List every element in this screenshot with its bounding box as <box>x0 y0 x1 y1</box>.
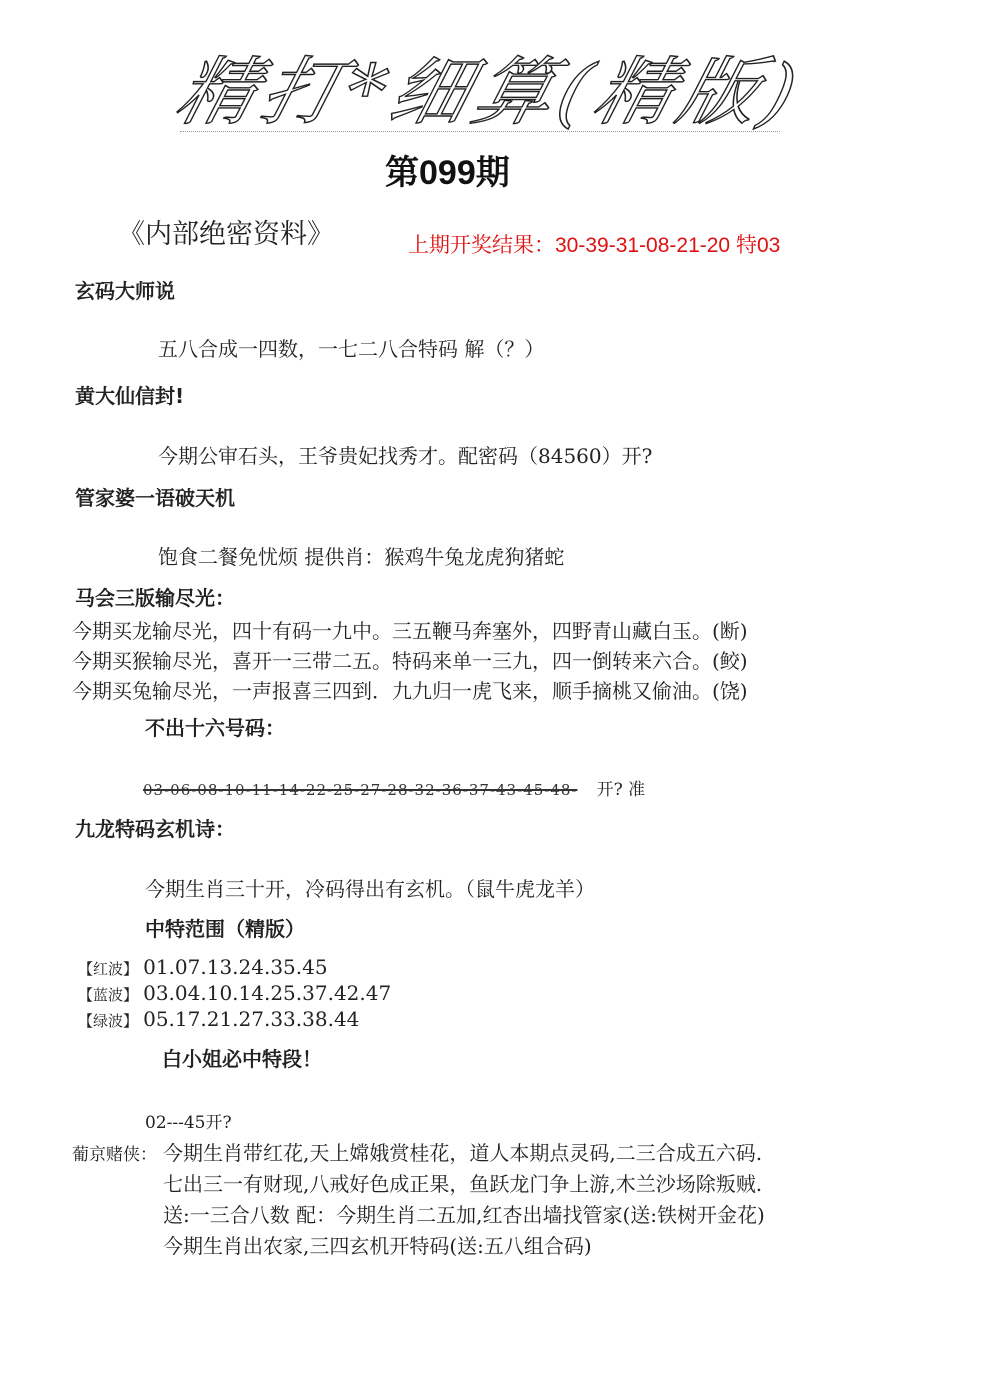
mahui-line: 今期买猴输尽光，喜开一三带二五。特码来单一三九，四一倒转来六合。(鲛) <box>72 649 748 673</box>
mahui-heading: 马会三版输尽光： <box>75 586 235 610</box>
banner-title-text: 精打*细算(精版) <box>167 49 811 136</box>
issue-number: 第099期 <box>385 154 510 192</box>
buchu-numbers: 03-06-08-10-11-14-22-25-27-28-32-36-37-43-45-48- <box>143 781 578 799</box>
guanjiapo-heading: 管家婆一语破天机 <box>75 486 235 510</box>
pujing-line: 七出三一有财现,八戒好色成正果，鱼跃龙门争上游,木兰沙场除叛贼. <box>163 1172 763 1196</box>
pujing-label: 葡京赌侠： <box>72 1145 157 1165</box>
range-heading: 中特范围（精版） <box>145 917 305 941</box>
jiulong-text: 今期生肖三十开，冷码得出有玄机。（鼠牛虎龙羊） <box>145 877 595 901</box>
wave-row-blue <box>78 981 391 1005</box>
wave-numbers: 01.07.13.24.35.45 <box>143 955 328 979</box>
jiulong-heading: 九龙特码玄机诗： <box>75 817 235 841</box>
wave-label: 【绿波】 <box>78 1012 139 1030</box>
wave-row-red <box>78 955 328 979</box>
baixiaojie-text: 02---45开? <box>145 1113 232 1133</box>
huangdaxian-text: 今期公审石头，王爷贵妃找秀才。配密码（84560）开? <box>158 444 653 468</box>
pujing-line: 今期生肖出农家,三四玄机开特码(送:五八组合码) <box>163 1234 592 1258</box>
guanjiapo-text: 饱食二餐免忧烦 提供肖：猴鸡牛兔龙虎狗猪蛇 <box>158 545 565 569</box>
last-result-numbers: 30-39-31-08-21-20 <box>555 234 731 257</box>
wave-row-green <box>78 1007 359 1031</box>
mahui-line: 今期买龙输尽光，四十有码一九中。三五鞭马奔塞外，四野青山藏白玉。(断) <box>72 619 748 643</box>
pujing-line: 送:一三合八数 配：今期生肖二五加,红杏出墙找管家(送:铁树开金花) <box>163 1203 765 1227</box>
wave-numbers: 05.17.21.27.33.38.44 <box>143 1007 360 1031</box>
xuanma-heading: 玄码大师说 <box>75 279 175 303</box>
huangdaxian-heading: 黄大仙信封! <box>75 384 185 408</box>
last-result-label: 上期开奖结果： <box>408 234 555 257</box>
pujing-line: 今期生肖带红花,天上嫦娥赏桂花，道人本期点灵码,二三合成五六码. <box>163 1141 763 1165</box>
wave-numbers: 03.04.10.14.25.37.42.47 <box>143 981 392 1005</box>
buchu-heading: 不出十六号码： <box>145 716 285 740</box>
banner-decoration <box>180 101 780 132</box>
banner-title <box>167 22 811 136</box>
wave-label: 【蓝波】 <box>78 986 139 1004</box>
internal-title: 《内部绝密资料》 <box>118 219 334 250</box>
wave-label: 【红波】 <box>78 960 139 978</box>
last-result-special: 特03 <box>735 234 781 257</box>
baixiaojie-heading: 白小姐必中特段！ <box>162 1047 322 1071</box>
last-result <box>408 229 780 259</box>
buchu-row <box>143 775 645 800</box>
buchu-suffix: 开? 准 <box>596 780 646 800</box>
xuanma-text: 五八合成一四数，一七二八合特码 解（？） <box>158 337 545 361</box>
mahui-line: 今期买兔输尽光，一声报喜三四到．九九归一虎飞来，顺手摘桃又偷油。(饶) <box>72 679 748 703</box>
